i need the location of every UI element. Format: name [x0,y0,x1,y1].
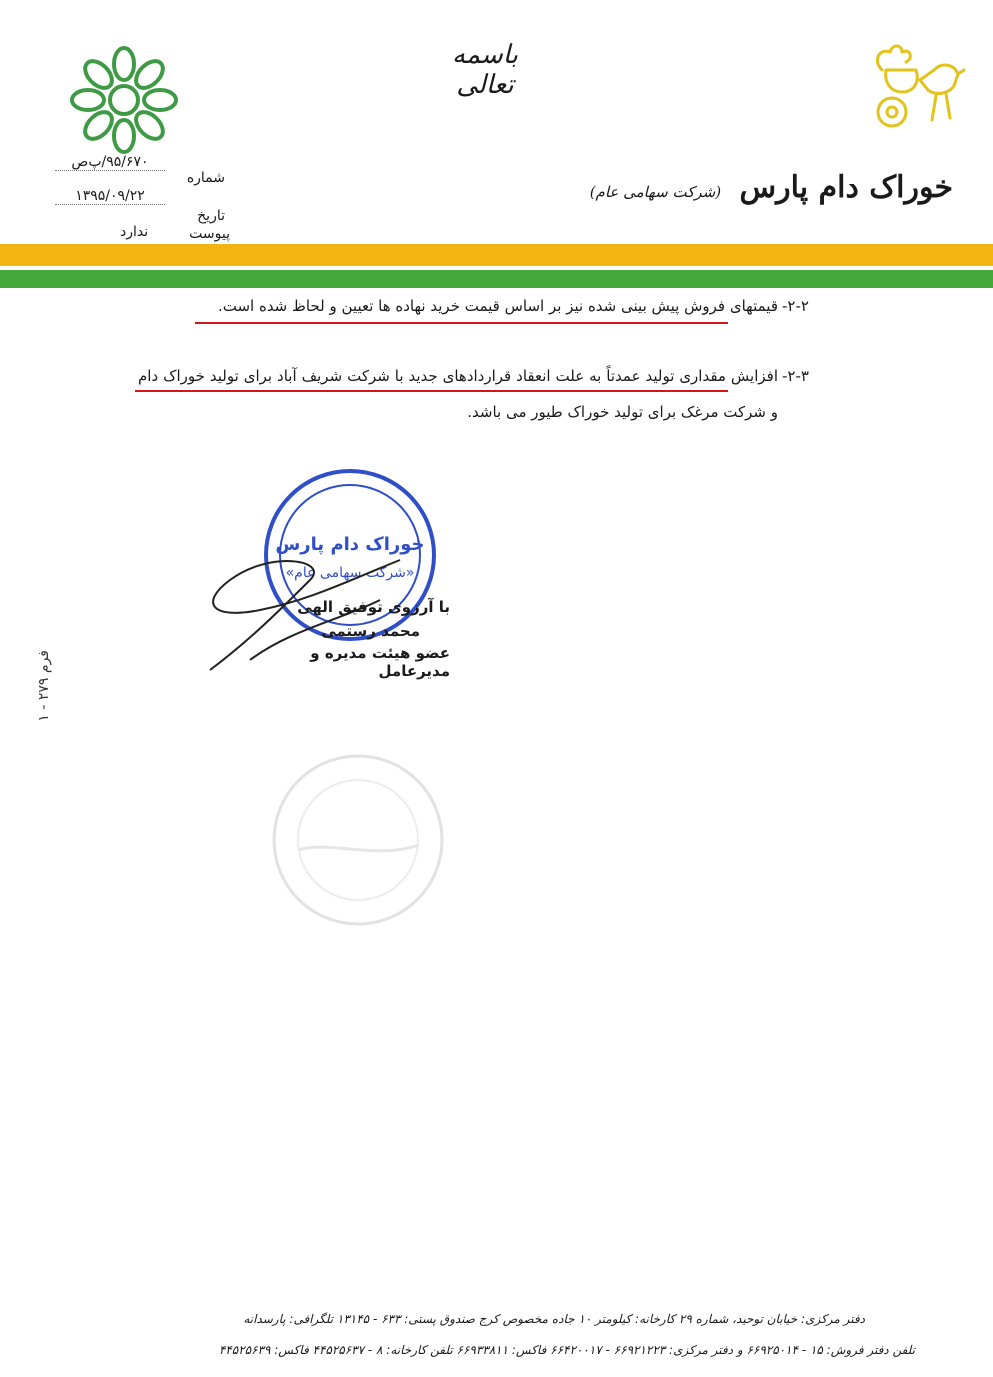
emblem-petal [72,90,104,110]
emblem-petal [80,107,117,144]
letter-date-label: تاریخ [197,208,225,224]
footer-address: دفتر مرکزی: خیابان توحید، شماره ۲۹ کارخانه: کیلومتر ۱۰ جاده مخصوص کرج صندوق پستی: ۶۳۳ - ۱۳۱۴۵ تلگرافی: پارسدانه [243,1312,865,1326]
item-text: افزایش مقداری تولید عمدتاً به علت انعقاد قراردادهای جدید با شرکت شریف آباد برای تولید خوراک دام و شرکت مرغک برای تولید خوراک طیور می باشد. [138,367,778,421]
letter-number-label: شماره [186,170,225,186]
company-name-text: خوراک دام پارس [739,170,953,205]
header-stripe-yellow [0,244,993,266]
rooster-cow-icon [862,40,967,145]
svg-text:«شرکت سهامی عام»: «شرکت سهامی عام» [285,565,415,581]
flower-emblem-icon [62,40,187,160]
item-number: ۲-۲- [782,297,809,315]
footer-phones: تلفن دفتر فروش: ۱۵ - ۶۶۹۲۵۰۱۴ و دفتر مرکزی: ۶۶۹۲۱۲۲۳ - ۶۶۴۲۰۰۱۷ فاکس: ۶۶۹۳۳۸۱۱ تلفن کارخانه: ۸ - ۴۴۵۲۵۶۳۷ فاکس: ۴۴۵۲۵۶۳۹ [218,1343,915,1357]
emblem-petal [131,107,168,144]
highlight-underline [135,390,728,392]
header-stripe-green [0,270,993,288]
invocation-heading: باسمه تعالی [452,40,518,100]
emblem-petal [131,56,168,93]
letter-number-value: ۹۵/۶۷۰/پ‌ص [55,154,165,171]
emblem-petal [114,48,134,80]
emblem-petal [114,120,134,152]
letter-date-row [55,188,225,224]
company-subtitle: (شرکت سهامی عام) [589,183,722,201]
letter-date-value: ۱۳۹۵/۰۹/۲۲ [55,188,165,205]
company-name [590,170,953,205]
signer-name: محمد رستمی [321,622,420,640]
embossed-seal [268,750,448,930]
emblem-petal [80,56,117,93]
signer-title: عضو هیئت مدیره و مدیرعامل [310,644,450,680]
form-code-side-note: فرم ۲۷۹ - ۱ [36,650,52,722]
emblem-petal [144,90,176,110]
closing-line: با آرزوی توفیق الهی [297,598,450,616]
letter-number-row [55,154,225,186]
attachment-value: ندارد [120,224,149,240]
body-item-2 [138,358,809,430]
item-number: ۲-۳- [782,367,809,385]
attachment-label: پیوست [189,226,230,242]
item-text: قیمتهای فروش پیش بینی شده نیز بر اساس قیمت خرید نهاده ها تعیین و لحاظ شده است. [217,297,778,315]
svg-text:خوراک دام پارس: خوراک دام پارس [275,534,425,555]
highlight-underline [195,322,728,324]
body-item-1 [138,288,809,324]
